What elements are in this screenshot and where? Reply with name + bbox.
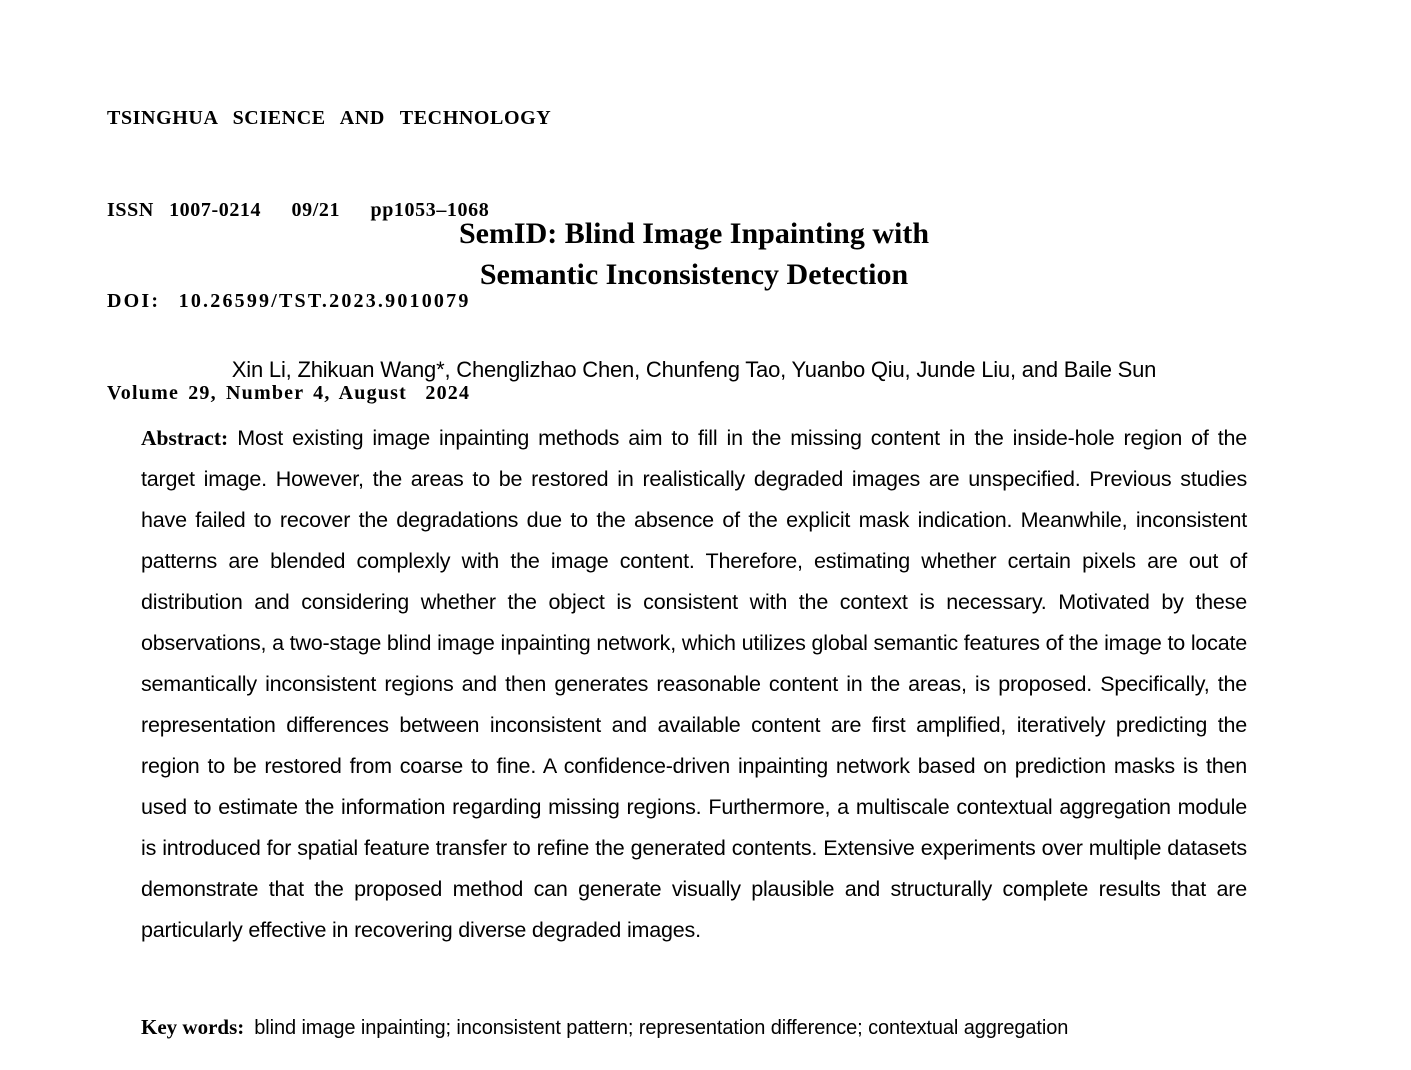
keywords-text: blind image inpainting; inconsistent pattern; representation difference; contextual aggregation <box>254 1017 1069 1039</box>
abstract-label: Abstract: <box>141 426 229 450</box>
paper-title <box>141 213 1247 295</box>
journal-issn-line: ISSN 1007-0214 09/21 pp1053–1068 <box>107 198 490 221</box>
paper-title-line-2: Semantic Inconsistency Detection <box>479 258 909 291</box>
journal-name: TSINGHUA SCIENCE AND TECHNOLOGY <box>107 107 552 129</box>
abstract-text: Most existing image inpainting methods aim to fill in the missing content in the inside-hole region of the target image. However, the areas to be restored in realistically degraded images are unspecified. Previous studies have failed to recover the degradations due to the absence of the explicit mask indication. Meanwhile, inconsistent patterns are blended complexly with the image content. Therefore, estimating whether certain pixels are out of distribution and considering whether the object is consistent with the context is necessary. Motivated by these observations, a two-stage blind image inpainting network, which utilizes global semantic features of the image to locate semantically inconsistent regions and then generates reasonable content in the areas, is proposed. Specifically, the representation differences between inconsistent and available content are first amplified, iteratively predicting the region to be restored from coarse to fine. A confidence-driven inpainting network based on prediction masks is then used to estimate the information regarding missing regions. Furthermore, a multiscale contextual aggregation module is introduced for spatial feature transfer to refine the generated contents. Extensive experiments over multiple datasets demonstrate that the proposed method can generate visually plausible and structurally complete results that are particularly effective in recovering diverse degraded images. <box>141 426 1247 942</box>
authors-line: Xin Li, Zhikuan Wang*, Chenglizhao Chen, Chunfeng Tao, Yuanbo Qiu, Junde Liu, and Baile Sun <box>231 357 1157 382</box>
abstract-paragraph <box>141 418 1247 951</box>
keywords-line <box>141 1012 1068 1043</box>
journal-volume-line: Volume 29, Number 4, August 2024 <box>107 381 471 404</box>
keywords-label: Key words: <box>141 1015 245 1039</box>
journal-doi-line: DOI: 10.26599/TST.2023.9010079 <box>107 290 471 312</box>
paper-title-line-1: SemID: Blind Image Inpainting with <box>458 217 930 250</box>
